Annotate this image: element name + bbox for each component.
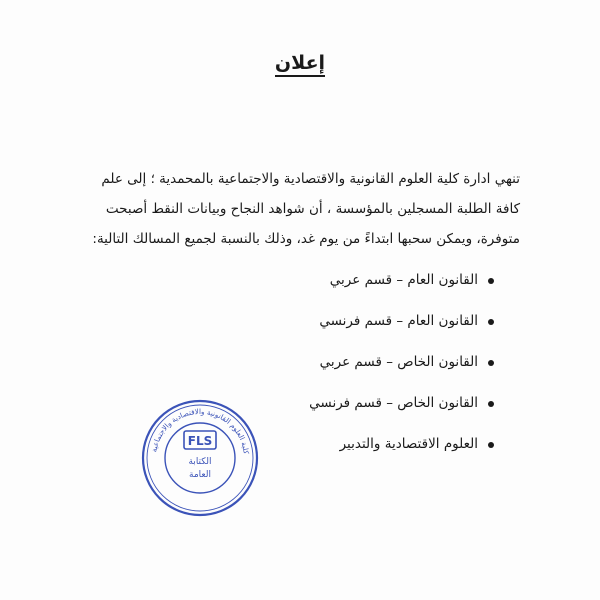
- official-stamp: [140, 398, 260, 518]
- list-item: القانون العام – قسم فرنسي: [260, 301, 500, 342]
- announcement-body: [78, 164, 520, 254]
- list-item: القانون العام – قسم عربي: [260, 260, 500, 301]
- body-line: متوفرة، ويمكن سحبها ابتداءً من يوم غد، وذلك بالنسبة لجميع المسالك التالية:: [92, 231, 520, 247]
- list-item: العلوم الاقتصادية والتدبير: [260, 424, 500, 465]
- stamp-logo-icon: [184, 431, 216, 449]
- stamp-ring-textpath: كلية العلوم القانونية والاقتصادية والاجتماعية: [149, 406, 251, 455]
- announcement-title-text: إعلان: [275, 52, 325, 77]
- list-item: القانون الخاص – قسم عربي: [260, 342, 500, 383]
- tracks-list: [260, 260, 500, 465]
- list-item: القانون الخاص – قسم فرنسي: [260, 383, 500, 424]
- stamp-center-line1: الكتابة: [188, 457, 212, 467]
- stamp-logo-text: FLS: [187, 434, 213, 448]
- body-line: كافة الطلبة المسجلين بالمؤسسة ، أن شواهد النجاح وبيانات النقط أصبحت: [105, 201, 520, 217]
- announcement-title: [0, 52, 600, 74]
- stamp-center-line2: العامة: [189, 470, 211, 480]
- body-line: تنهي ادارة كلية العلوم القانونية والاقتصادية والاجتماعية بالمحمدية ؛ إلى علم: [101, 171, 520, 187]
